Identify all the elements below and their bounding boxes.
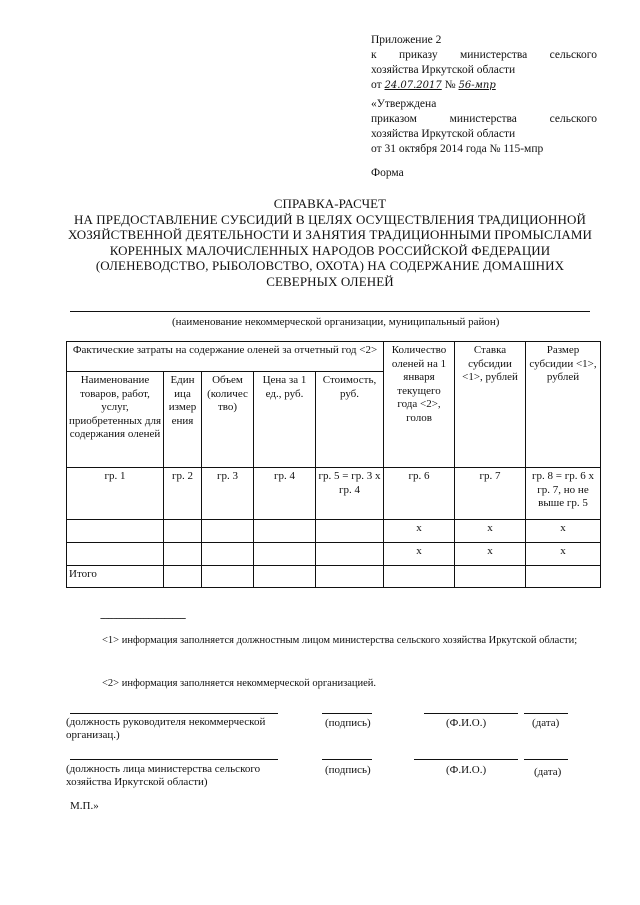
official-position-caption: (должность лица министерства сельского хозяйства Иркутской области) [66, 763, 261, 788]
x-mark: х [526, 520, 601, 543]
approved-ministry: хозяйства Иркутской области [371, 128, 516, 140]
appendix-order-line: к приказу министерства сельского [371, 49, 597, 61]
total-label: Итого [67, 566, 164, 588]
column-number: гр. 5 = гр. 3 х гр. 4 [316, 468, 384, 520]
column-number: гр. 1 [67, 468, 164, 520]
x-mark: х [526, 543, 601, 566]
col6-header: Количество оленей на 1 января текущего года <2>, голов [384, 342, 455, 468]
col1-header: Наименование товаров, работ, услуг, приобретенных для содержания оленей [67, 372, 164, 468]
appendix-title: Приложение 2 [371, 34, 442, 46]
col5-header: Стоимость, руб. [316, 372, 384, 468]
fio-caption: (Ф.И.О.) [446, 764, 487, 776]
column-number: гр. 8 = гр. 6 х гр. 7, но не выше гр. 5 [526, 468, 601, 520]
official-signature-line [322, 759, 372, 760]
head-position-caption: (должность руководителя некоммерческой организац.) [66, 716, 266, 741]
column-number: гр. 2 [164, 468, 202, 520]
head-date-line [524, 713, 568, 714]
org-caption: (наименование некоммерческой организации, муниципальный район) [172, 316, 500, 328]
title-line: ХОЗЯЙСТВЕННОЙ ДЕЯТЕЛЬНОСТИ И ЗАНЯТИЯ ТРАДИЦИОННЫМИ ПРОМЫСЛАМИ [67, 227, 592, 242]
signature-caption: (подпись) [325, 717, 371, 729]
footnote-separator: -------------------------------- [100, 612, 186, 624]
document-title [60, 196, 600, 289]
handwritten-number: 56-мпр [458, 80, 496, 91]
title-line: СЕВЕРНЫХ ОЛЕНЕЙ [266, 273, 394, 289]
appendix-block [371, 33, 597, 93]
col2-header: Един ица измер ения [164, 372, 202, 468]
appendix-date-line: от 24.07.2017 № 56-мпр [371, 79, 496, 91]
col3-header: Объем (количес тво) [202, 372, 254, 468]
head-fio-line [424, 713, 518, 714]
column-numbers-row [67, 468, 601, 520]
col8-header: Размер субсидии <1>, рублей [526, 342, 601, 468]
subsidy-table [66, 341, 601, 588]
column-number: гр. 4 [254, 468, 316, 520]
x-mark: х [455, 520, 526, 543]
official-fio-line [414, 759, 518, 760]
col4-header: Цена за 1 ед., руб. [254, 372, 316, 468]
handwritten-date: 24.07.2017 [384, 80, 442, 91]
column-number: гр. 7 [455, 468, 526, 520]
approved-block [371, 97, 597, 157]
approved-order-line: приказом министерства сельского [371, 113, 597, 125]
footnote-2: <2> информация заполняется некоммерческой организацией. [102, 678, 377, 689]
approved-title: «Утверждена [371, 98, 437, 110]
stamp-label: М.П.» [70, 800, 99, 812]
total-row [67, 566, 601, 588]
column-number: гр. 3 [202, 468, 254, 520]
date-caption: (дата) [534, 766, 562, 778]
col7-header: Ставка субсидии <1>, рублей [455, 342, 526, 468]
column-number: гр. 6 [384, 468, 455, 520]
fio-caption: (Ф.И.О.) [446, 717, 487, 729]
title-line: СПРАВКА-РАСЧЕТ [273, 196, 387, 211]
title-line: КОРЕННЫХ МАЛОЧИСЛЕННЫХ НАРОДОВ РОССИЙСКОЙ ФЕДЕРАЦИИ [109, 242, 551, 258]
appendix-ministry: хозяйства Иркутской области [371, 64, 516, 76]
table-row [67, 520, 601, 543]
title-line: НА ПРЕДОСТАВЛЕНИЕ СУБСИДИЙ В ЦЕЛЯХ ОСУЩЕСТВЛЕНИЯ ТРАДИЦИОННОЙ [73, 211, 586, 227]
date-caption: (дата) [532, 717, 560, 729]
signature-caption: (подпись) [325, 764, 371, 776]
actual-costs-header: Фактические затраты на содержание оленей за отчетный год <2> [67, 342, 384, 372]
head-signature-line [322, 713, 372, 714]
x-mark: х [384, 543, 455, 566]
x-mark: х [455, 543, 526, 566]
head-position-line [70, 713, 278, 714]
footnote-1: <1> информация заполняется должностным лицом министерства сельского хозяйства Иркутской области; [102, 635, 578, 646]
title-line: (ОЛЕНЕВОДСТВО, РЫБОЛОВСТВО, ОХОТА) НА СОДЕРЖАНИЕ ДОМАШНИХ [95, 258, 565, 273]
official-date-line [524, 759, 568, 760]
org-name-line [70, 311, 590, 312]
table-row [67, 543, 601, 566]
x-mark: х [384, 520, 455, 543]
approved-date: от 31 октября 2014 года № 115-мпр [371, 143, 544, 155]
official-position-line [70, 759, 278, 760]
form-label: Форма [371, 167, 404, 179]
